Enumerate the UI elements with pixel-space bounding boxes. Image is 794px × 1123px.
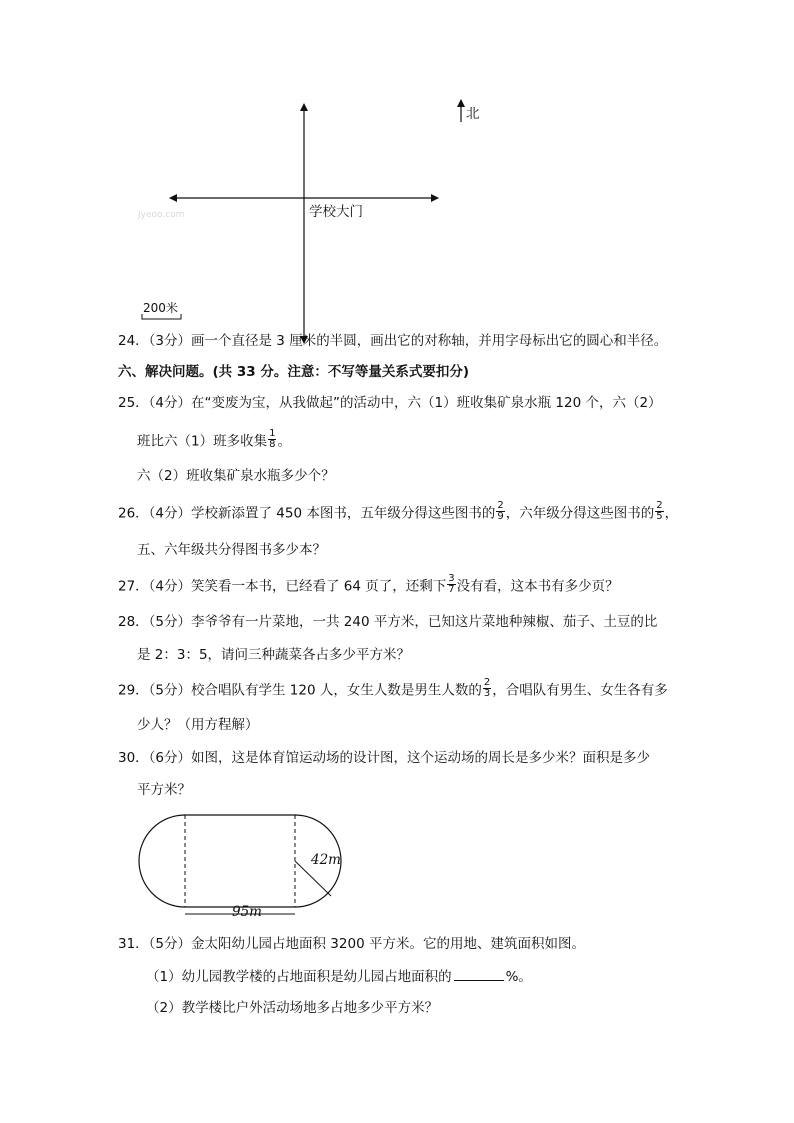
question-31-sub2: （2）教学楼比户外活动场地多占地多少平方米？ [146,1000,439,1016]
answer-blank[interactable] [454,966,504,981]
question-29-line1: 29．（5分）校合唱队有学生 120 人，女生人数是男生人数的 $\frac{2}{3}$ ，合唱队有男生、女生各有多 [118,677,668,699]
question-30-line1: 30．（6分）如图，这是体育馆运动场的设计图，这个运动场的周长是多少米？面积是多少 [118,750,651,766]
question-26-line1: 26．（4分）学校新添置了 450 本图书，五年级分得这些图书的 $\frac{2}{9}$ ，六年级分得这些图书的 $\frac{2}{5}$ ， [118,500,679,522]
question-25-line2: 班比六（1）班多收集 $\frac{1}{8}$ 。 [137,428,291,450]
question-30-line2: 平方米？ [137,782,191,798]
fraction-2-3: $\frac{2}{3}$ [483,677,491,699]
fraction-1-8: $\frac{1}{8}$ [269,428,276,450]
question-31-line1: 31．（5分）金太阳幼儿园占地面积 3200 平方米。它的用地、建筑面积如图。 [118,936,585,952]
fraction-2-5: $\frac{2}{5}$ [656,500,663,522]
length-label: 95m [232,904,262,920]
question-24: 24．（3分）画一个直径是 3 厘米的半圆，画出它的对称轴，并用字母标出它的圆心和半径。 [118,333,668,349]
question-25-line3: 六（2）班收集矿泉水瓶多少个？ [137,468,335,484]
question-31-sub1: （1）幼儿园教学楼的占地面积是幼儿园占地面积的 %。 [146,966,532,987]
north-label: 北 [466,106,480,122]
question-28-line2: 是 2：3：5，请问三种蔬菜各占多少平方米？ [137,647,411,663]
section-6-title: 六、解决问题。(共 33 分。注意：不写等量关系式要扣分) [118,364,470,380]
fraction-2-9: $\frac{2}{9}$ [497,500,504,522]
scale-label: 200米 [143,301,178,315]
fraction-3-7: $\frac{3}{7}$ [448,573,455,595]
question-27: 27．（4分）笑笑看一本书，已经看了 64 页了，还剩下 $\frac{3}{7}$ 没有看，这本书有多少页？ [118,573,619,595]
question-25-line1: 25．（4分）在“变废为宝，从我做起”的活动中，六（1）班收集矿泉水瓶 120 个，六（2） [118,395,662,411]
radius-label: 42m [311,852,341,868]
watermark: Jyeoo.com [138,210,185,220]
question-26-line2: 五、六年级共分得图书多少本？ [137,542,326,558]
school-gate-label: 学校大门 [309,204,363,220]
map-figure [0,90,794,350]
question-28-line1: 28．（5分）李爷爷有一片菜地，一共 240 平方米，已知这片菜地种辣椒、茄子、土豆的比 [118,614,658,630]
question-29-line2: 少人？（用方程解） [137,717,259,733]
